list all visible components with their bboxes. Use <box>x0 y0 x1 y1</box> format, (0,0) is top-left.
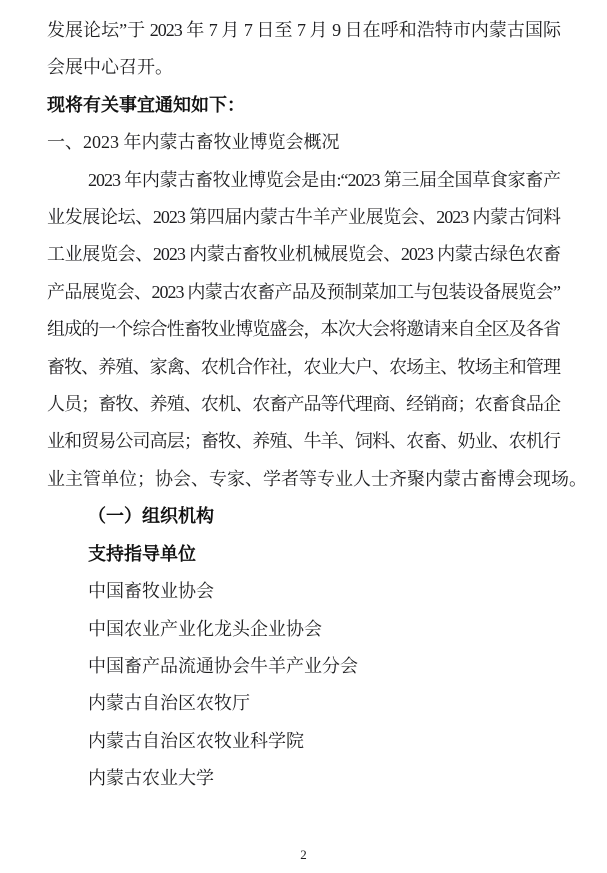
support-unit-item: 内蒙古自治区农牧业科学院 <box>88 730 304 751</box>
paragraph-line: 业主管单位；协会、专家、学者等专业人士齐聚内蒙古畜博会现场。 <box>47 468 587 489</box>
body-line-continued: 发展论坛”于 2023 年 7 月 7 日至 7 月 9 日在呼和浩特市内蒙古国际 <box>47 20 560 40</box>
paragraph-line: 人员；畜牧、养殖、农机、农畜产品等代理商、经销商；农畜食品企 <box>47 394 560 415</box>
paragraph-line: 业和贸易公司高层；畜牧、养殖、牛羊、饲料、农畜、奶业、农机行 <box>47 431 560 452</box>
support-unit-item: 中国畜牧业协会 <box>88 581 214 602</box>
section-1-heading: 一、2023 年内蒙古畜牧业博览会概况 <box>47 132 340 153</box>
support-unit-item: 内蒙古自治区农牧厅 <box>88 693 250 714</box>
subheading-support-units: 支持指导单位 <box>88 543 196 564</box>
notice-heading: 现将有关事宜通知如下： <box>47 94 245 115</box>
paragraph-line: 畜牧、养殖、家禽、农机合作社，农业大户、农场主、牧场主和管理 <box>47 356 560 377</box>
support-unit-item: 中国农业产业化龙头企业协会 <box>88 618 322 639</box>
paragraph-line: 2023 年内蒙古畜牧业博览会是由:“2023 第三届全国草食家畜产 <box>88 169 560 190</box>
paragraph-line: 业发展论坛、2023 第四届内蒙古牛羊产业展览会、2023 内蒙古饲料 <box>47 207 560 228</box>
support-unit-item: 内蒙古农业大学 <box>88 768 214 789</box>
paragraph-line: 产品展览会、2023 内蒙古农畜产品及预制菜加工与包装设备展览会” <box>47 281 560 302</box>
support-unit-item: 中国畜产品流通协会牛羊产业分会 <box>88 655 358 676</box>
paragraph-line: 工业展览会、2023 内蒙古畜牧业机械展览会、2023 内蒙古绿色农畜 <box>47 244 560 265</box>
paragraph-line: 组成的一个综合性畜牧业博览盛会，本次大会将邀请来自全区及各省 <box>47 319 560 340</box>
page-number: 2 <box>300 847 307 862</box>
subsection-heading-org: （一）组织机构 <box>88 506 214 527</box>
body-line: 会展中心召开。 <box>47 57 173 78</box>
document-body <box>47 12 587 798</box>
